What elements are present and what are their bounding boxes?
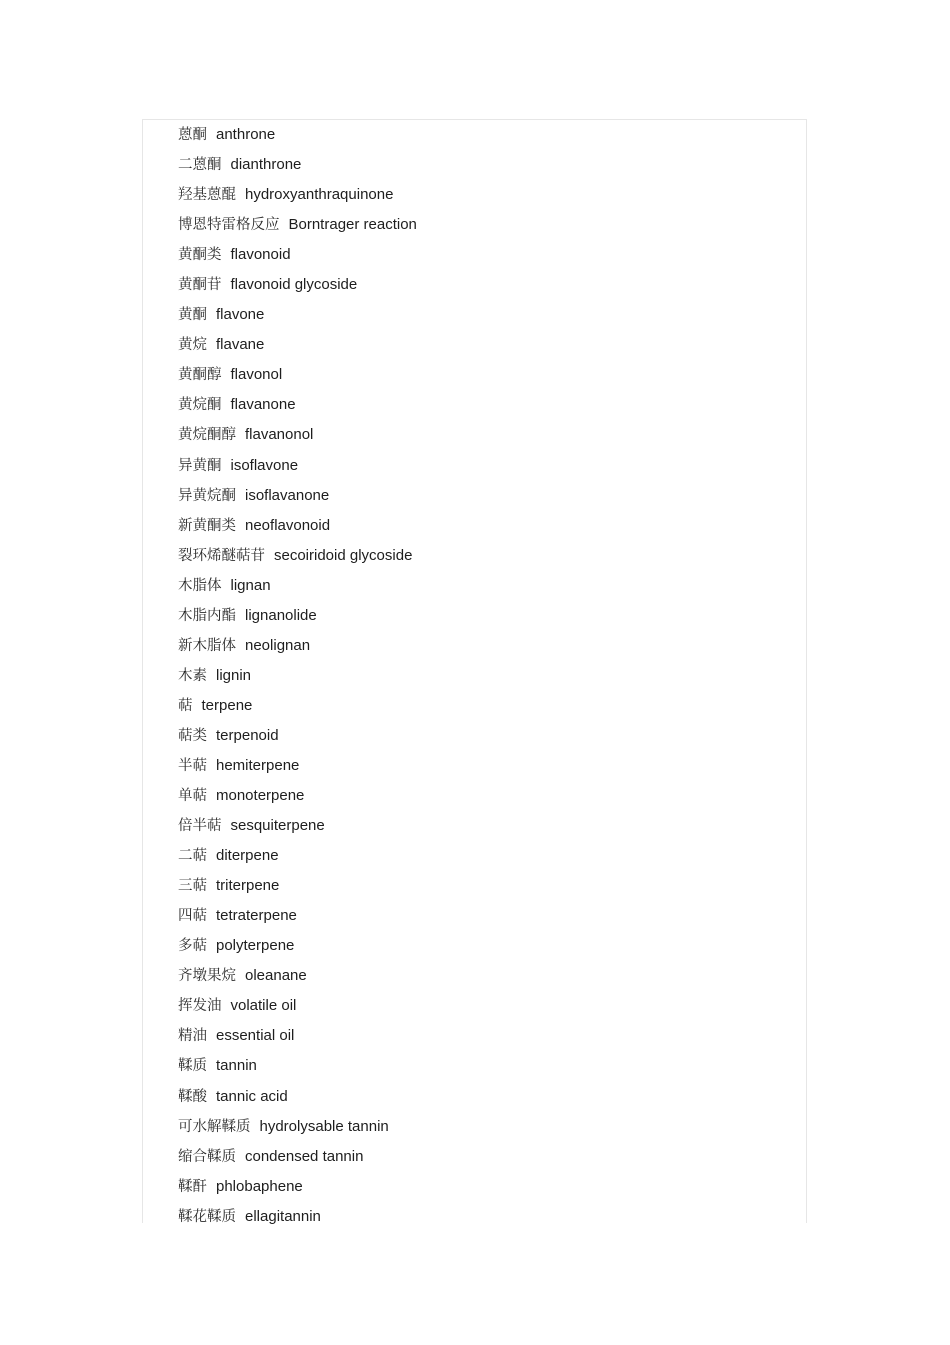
glossary-term-row xyxy=(178,814,417,844)
glossary-term-row xyxy=(178,574,417,604)
term-chinese: 木脂体 xyxy=(178,577,222,594)
term-english: condensed tannin xyxy=(245,1147,364,1165)
glossary-term-row xyxy=(178,514,417,544)
term-chinese: 鞣酸 xyxy=(178,1088,207,1105)
term-chinese: 鞣花鞣质 xyxy=(178,1208,236,1225)
term-english: oleanane xyxy=(245,967,307,985)
glossary-term-row xyxy=(178,183,417,213)
term-english: sesquiterpene xyxy=(230,817,325,835)
term-english: polyterpene xyxy=(216,937,295,955)
term-chinese: 异黄酮 xyxy=(178,457,222,474)
term-chinese: 缩合鞣质 xyxy=(178,1148,236,1165)
term-chinese: 单萜 xyxy=(178,788,207,805)
term-english: tannic acid xyxy=(216,1087,288,1105)
glossary-term-row xyxy=(178,544,417,574)
glossary-term-row xyxy=(178,213,417,243)
term-english: flavane xyxy=(216,336,265,354)
glossary-term-row xyxy=(178,454,417,484)
term-chinese: 黄烷酮醇 xyxy=(178,427,236,444)
term-chinese: 多萜 xyxy=(178,938,207,955)
term-chinese: 挥发油 xyxy=(178,998,222,1015)
term-english: tannin xyxy=(216,1057,257,1075)
term-english: Borntrager reaction xyxy=(288,216,417,234)
term-english: secoiridoid glycoside xyxy=(274,546,413,564)
glossary-term-row xyxy=(178,844,417,874)
glossary-term-row xyxy=(178,934,417,964)
term-english: dianthrone xyxy=(230,156,302,174)
term-english: essential oil xyxy=(216,1027,295,1045)
term-english: isoflavone xyxy=(230,456,299,474)
term-chinese: 可水解鞣质 xyxy=(178,1118,251,1135)
glossary-term-row xyxy=(178,333,417,363)
term-chinese: 黄酮类 xyxy=(178,247,222,264)
term-chinese: 黄酮醇 xyxy=(178,367,222,384)
glossary-term-row xyxy=(178,1175,417,1205)
term-english: monoterpene xyxy=(216,787,305,805)
term-chinese: 羟基蒽醌 xyxy=(178,187,236,204)
term-chinese: 鞣酐 xyxy=(178,1178,207,1195)
glossary-term-row xyxy=(178,303,417,333)
glossary-term-row xyxy=(178,1145,417,1175)
term-chinese: 萜类 xyxy=(178,727,207,744)
term-chinese: 黄酮苷 xyxy=(178,277,222,294)
term-english: phlobaphene xyxy=(216,1177,303,1195)
term-english: flavanone xyxy=(230,396,296,414)
term-chinese: 新木脂体 xyxy=(178,637,236,654)
term-english: flavone xyxy=(216,306,265,324)
glossary-term-row xyxy=(178,393,417,423)
term-english: isoflavanone xyxy=(245,486,330,504)
term-chinese: 黄烷酮 xyxy=(178,397,222,414)
glossary-term-row xyxy=(178,1024,417,1054)
glossary-term-row xyxy=(178,273,417,303)
glossary-term-row xyxy=(178,964,417,994)
term-chinese: 博恩特雷格反应 xyxy=(178,217,280,234)
glossary-term-row xyxy=(178,243,417,273)
glossary-term-row xyxy=(178,784,417,814)
term-english: lignin xyxy=(216,666,252,684)
term-english: hydroxyanthraquinone xyxy=(245,186,394,204)
term-english: flavonoid xyxy=(230,246,291,264)
term-chinese: 鞣质 xyxy=(178,1058,207,1075)
term-chinese: 木素 xyxy=(178,667,207,684)
term-english: anthrone xyxy=(216,126,276,143)
term-english: hemiterpene xyxy=(216,756,300,774)
term-english: terpene xyxy=(201,696,253,714)
term-chinese: 异黄烷酮 xyxy=(178,487,236,504)
term-chinese: 蒽酮 xyxy=(178,127,207,143)
term-english: neolignan xyxy=(245,636,311,654)
term-english: volatile oil xyxy=(230,997,297,1015)
term-chinese: 新黄酮类 xyxy=(178,517,236,534)
term-chinese: 木脂内酯 xyxy=(178,607,236,624)
term-chinese: 黄酮 xyxy=(178,307,207,324)
glossary-term-row xyxy=(178,874,417,904)
glossary-term-row xyxy=(178,994,417,1024)
term-chinese: 倍半萜 xyxy=(178,818,222,835)
term-english: hydrolysable tannin xyxy=(259,1117,389,1135)
glossary-term-row xyxy=(178,694,417,724)
term-chinese: 齐墩果烷 xyxy=(178,968,236,985)
glossary-term-row xyxy=(178,1115,417,1145)
term-chinese: 萜 xyxy=(178,697,193,714)
term-english: diterpene xyxy=(216,847,279,865)
term-english: tetraterpene xyxy=(216,907,297,925)
glossary-term-row xyxy=(178,1205,417,1235)
term-chinese: 二蒽酮 xyxy=(178,157,222,174)
term-english: flavanonol xyxy=(245,426,314,444)
term-english: triterpene xyxy=(216,877,280,895)
glossary-term-row xyxy=(178,1054,417,1084)
term-english: terpenoid xyxy=(216,726,279,744)
glossary-term-row xyxy=(178,664,417,694)
glossary-term-row xyxy=(178,423,417,453)
glossary-term-row xyxy=(178,904,417,934)
term-english: flavonol xyxy=(230,366,283,384)
term-english: flavonoid glycoside xyxy=(230,276,358,294)
glossary-term-row xyxy=(178,1085,417,1115)
glossary-term-row xyxy=(178,484,417,514)
glossary-term-row xyxy=(178,604,417,634)
term-chinese: 精油 xyxy=(178,1028,207,1045)
term-chinese: 二萜 xyxy=(178,848,207,865)
term-chinese: 裂环烯醚萜苷 xyxy=(178,547,265,564)
glossary-term-row xyxy=(178,724,417,754)
term-chinese: 三萜 xyxy=(178,878,207,895)
term-chinese: 黄烷 xyxy=(178,337,207,354)
term-chinese: 四萜 xyxy=(178,908,207,925)
glossary-term-row xyxy=(178,153,417,183)
glossary-term-row xyxy=(178,123,417,153)
term-chinese: 半萜 xyxy=(178,757,207,774)
glossary-term-row xyxy=(178,363,417,393)
glossary-term-row xyxy=(178,634,417,664)
term-english: ellagitannin xyxy=(245,1207,321,1225)
term-english: neoflavonoid xyxy=(245,516,331,534)
term-english: lignan xyxy=(230,576,271,594)
glossary-term-row xyxy=(178,754,417,784)
glossary-term-list xyxy=(178,123,417,1235)
term-english: lignanolide xyxy=(245,606,317,624)
